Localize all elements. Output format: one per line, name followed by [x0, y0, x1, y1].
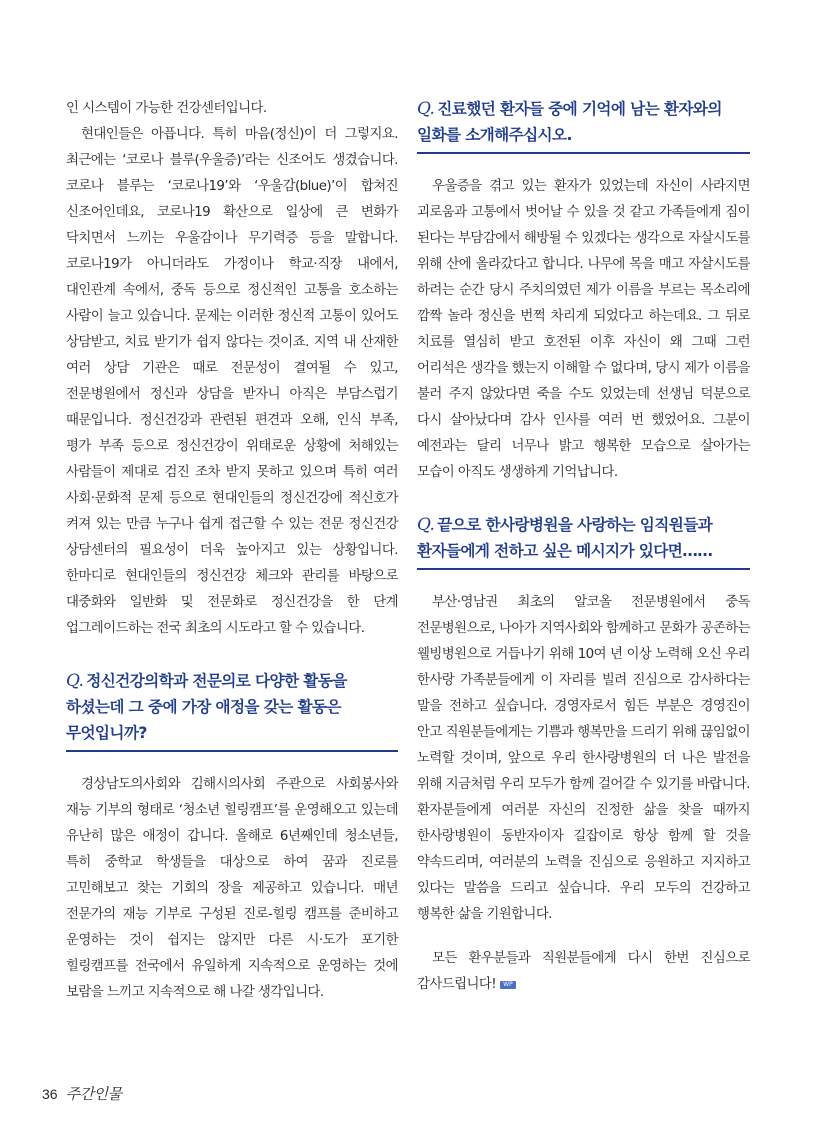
question-heading-message [417, 512, 750, 570]
answer-paragraph-activities: 경상남도의사회와 김해시의사회 주관으로 사회봉사와 재능 기부의 형태로 ‘청소년 힐링캠프’를 운영해오고 있는데 유난히 많은 애정이 갑니다. 올해로 6년째인데 청소년들, 특히 중학교 학생들을 대상으로 하여 꿈과 진로를 고민해보고 찾는 기회의 장을 제공하고 있습니다. 매년 전문가의 재능 기부로 구성된 진로-힐링 캠프를 준비하고 운영하는 것이 쉽지는 않지만 다른 시·도가 포기한 힐링캠프를 전국에서 유일하게 지속적으로 운영하는 것에 보람을 느끼고 지속적으로 해 나갈 생각입니다. [66, 777, 398, 1000]
answer-paragraph-message: 부산·영남권 최초의 알코올 전문병원에서 중독 전문병원으로, 나아가 지역사회와 함께하고 문화가 공존하는 웰빙병원으로 거듭나기 위해 10여 년 이상 노력해 오신 우리 한사랑 가족분들에게 이 자리를 빌려 진심으로 감사하다는 말을 전하고 싶습니다. 경영자로서 힘든 부분은 경영진이 안고 직원분들에게는 기쁨과 행복만을 드리기 위해 끊임없이 노력할 것이며, 앞으로 우리 한사랑병원의 더 나은 발전을 위해 지금처럼 우리 모두가 함께 걸어갈 수 있기를 바랍니다. 환자분들에게 여러분 자신의 진정한 삶을 찾을 때까지 한사랑병원이 동반자이자 길잡이로 항상 함께 할 것을 약속드리며, 여러분의 노력을 진심으로 응원하고 지지하고 있다는 말씀을 드리고 싶습니다. 우리 모두의 건강하고 행복한 삶을 기원합니다. [417, 595, 750, 922]
question-mark: Q. [417, 515, 435, 535]
page-footer [42, 1083, 122, 1104]
intro-paragraph: 현대인들은 아픕니다. 특히 마음(정신)이 더 그렇지요. 최근에는 ‘코로나 블루(우울증)’라는 신조어도 생겼습니다. 코로나 블루는 ‘코로나19’와 ‘우울감(blue)’이 합쳐진 신조어인데요, 코로나19 확산으로 일상에 큰 변화가 닥치면서 느끼는 우울감이나 무기력증 등을 말합니다. 코로나19가 아니더라도 가정이나 학교·직장 내에서, 대인관계 속에서, 중독 등으로 정신적인 고통을 호소하는 사람이 늘고 있습니다. 문제는 이러한 정신적 고통이 있어도 상담받고, 치료 받기가 쉽지 않다는 것이죠. 지역 내 산재한 여러 상담 기관은 때로 전문성이 결여될 수 있고, 전문병원에서 정신과 상담을 받자니 아직은 부담스럽기 때문입니다. 정신건강과 관련된 편견과 오해, 인식 부족, 평가 부족 등으로 정신건강이 위태로운 상황에 처해있는 사람들이 제대로 검진 조차 받지 못하고 있으며 특히 여러 사회·문화적 문제 등으로 현대인들의 정신건강에 적신호가 켜져 있는 만큼 누구나 쉽게 접근할 수 있는 전문 정신건강 상담센터의 필요성이 더욱 높아지고 있는 상황입니다. 한마디로 현대인들의 정신건강 체크와 관리를 바탕으로 대중화와 일반화 및 전문화로 정신건강을 한 단계 업그레이드하는 전국 최초의 시도라고 할 수 있습니다. [66, 127, 398, 636]
question-mark: Q. [66, 671, 84, 691]
question-text: 진료했던 환자들 중에 기억에 남는 환자와의 일화를 소개해주십시오. [417, 100, 722, 144]
question-text: 정신건강의학과 전문의로 다양한 활동을 하셨는데 그 중에 가장 애정을 갖는 활동은 무엇입니까? [66, 672, 347, 742]
closing-text: 모든 환우분들과 직원분들에게 다시 한번 진심으로 감사드립니다! [417, 951, 750, 992]
question-mark: Q. [417, 99, 435, 119]
answer-paragraph-patient-story: 우울증을 겪고 있는 환자가 있었는데 자신이 사라지면 괴로움과 고통에서 벗어날 수 있을 것 같고 가족들에게 짐이 된다는 부담감에서 해방될 수 있겠다는 생각으로 자살시도를 위해 산에 올라갔다고 합니다. 나무에 목을 매고 자살시도를 하려는 순간 당시 주치의였던 제가 이름을 부르는 목소리에 깜짝 놀라 정신을 번쩍 차리게 되었다고 하는데요. 그 뒤로 치료를 열심히 받고 호전된 이후 자신이 왜 그때 그런 어리석은 생각을 했는지 이해할 수 없다며, 당시 제가 이름을 불러 주지 않았다면 죽을 수도 있었는데 선생님 덕분으로 다시 살아났다며 감사 인사를 여러 번 했었어요. 그분이 예전과는 달리 너무나 밝고 행복한 모습으로 살아가는 모습이 아직도 생생하게 기억납니다. [417, 179, 750, 480]
closing-paragraph [417, 946, 750, 998]
intro-paragraph-continued: 인 시스템이 가능한 건강센터입니다. [66, 101, 267, 116]
question-heading-patient-story [417, 96, 750, 154]
question-heading-activities [66, 668, 398, 752]
end-mark-icon: WP [500, 981, 516, 989]
question-text: 끝으로 한사랑병원을 사랑하는 임직원들과 환자들에게 전하고 싶은 메시지가 있다면…… [417, 516, 713, 560]
left-column [66, 96, 398, 1006]
magazine-logo: 주간인물 [65, 1085, 122, 1103]
right-column [417, 96, 750, 998]
page-number: 36 [42, 1085, 58, 1102]
